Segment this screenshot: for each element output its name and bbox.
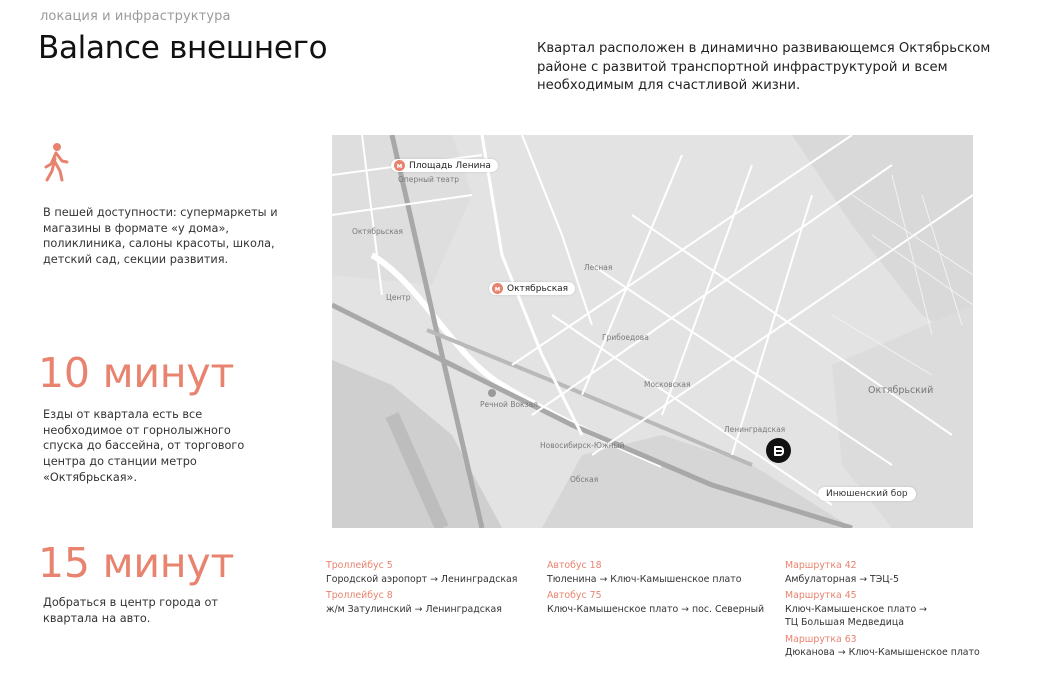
map-label: Оперный театр <box>398 175 459 184</box>
route-title: Маршрутка 42 <box>785 560 857 571</box>
map-label: Московская <box>644 380 691 389</box>
map-label: Центр <box>386 293 411 302</box>
route-desc: Ключ-Камышенское плато → ТЦ Большая Медведица <box>785 603 928 628</box>
route-title: Автобус 75 <box>547 590 602 601</box>
map-canvas <box>332 135 973 528</box>
section-kicker: локация и инфраструктура <box>40 9 231 24</box>
map-label: Обская <box>570 475 599 484</box>
map-label: Новосибирск-Южный <box>540 441 625 450</box>
route-title: Автобус 18 <box>547 560 602 571</box>
route-desc: Городской аэропорт → Ленинградская <box>326 573 518 585</box>
metro-icon: м <box>394 160 405 171</box>
route-title: Маршрутка 45 <box>785 590 857 601</box>
forest-label: Инюшенский бор <box>818 487 916 501</box>
metro-pin-ploshchad-lenina[interactable] <box>391 159 498 172</box>
time-10-description: Езды от квартала есть все необходимое от горнолыжного спуска до бассейна, от торгового центра до станции метро «Октябрьская». <box>43 408 245 484</box>
routes-trolleybus <box>326 559 517 616</box>
map-label: Октябрьская <box>352 227 403 236</box>
map-label: Ленинградская <box>724 425 786 434</box>
route-title: Троллейбус 5 <box>326 560 393 571</box>
route-desc: Ключ-Камышенское плато → пос. Северный <box>547 603 765 615</box>
walk-description: В пешей доступности: супермаркеты и магазины в формате «у дома», поликлиника, салоны красоты, школа, детский сад, секции развития. <box>43 206 278 267</box>
complex-location-marker[interactable] <box>766 438 791 463</box>
district-label: Октябрьский <box>868 385 934 396</box>
location-map[interactable] <box>332 135 973 528</box>
map-label: Речной Вокзал <box>480 400 538 409</box>
metro-label: Площадь Ленина <box>409 160 491 171</box>
routes-minibus <box>785 559 980 660</box>
route-title: Маршрутка 63 <box>785 633 857 645</box>
routes-bus <box>547 559 764 616</box>
map-label: Лесная <box>584 263 613 272</box>
walking-person-icon <box>42 142 70 182</box>
route-desc: ж/м Затулинский → Ленинградская <box>326 603 502 615</box>
time-15-description: Добраться в центр города от квартала на авто. <box>43 596 218 625</box>
time-10-minutes: 10 минут <box>38 349 235 397</box>
metro-label: Октябрьская <box>507 283 569 294</box>
metro-pin-oktyabrskaya[interactable] <box>489 282 575 295</box>
brand-logo-icon <box>774 446 784 456</box>
route-desc: Дюканова → Ключ-Камышенское плато <box>785 647 980 658</box>
route-desc: Тюленина → Ключ-Камышенское плато <box>547 573 742 585</box>
time-15-minutes: 15 минут <box>38 539 235 587</box>
route-desc: Амбулаторная → ТЭЦ-5 <box>785 573 899 585</box>
page-title: Balance внешнего <box>38 30 328 66</box>
intro-text: Квартал расположен в динамично развивающемся Октябрьском районе с развитой транспортной инфраструктурой и всем необходимым для счастливой жизни. <box>537 41 991 93</box>
metro-icon: м <box>492 283 503 294</box>
map-label: Грибоедова <box>602 333 649 342</box>
route-title: Троллейбус 8 <box>326 590 393 601</box>
